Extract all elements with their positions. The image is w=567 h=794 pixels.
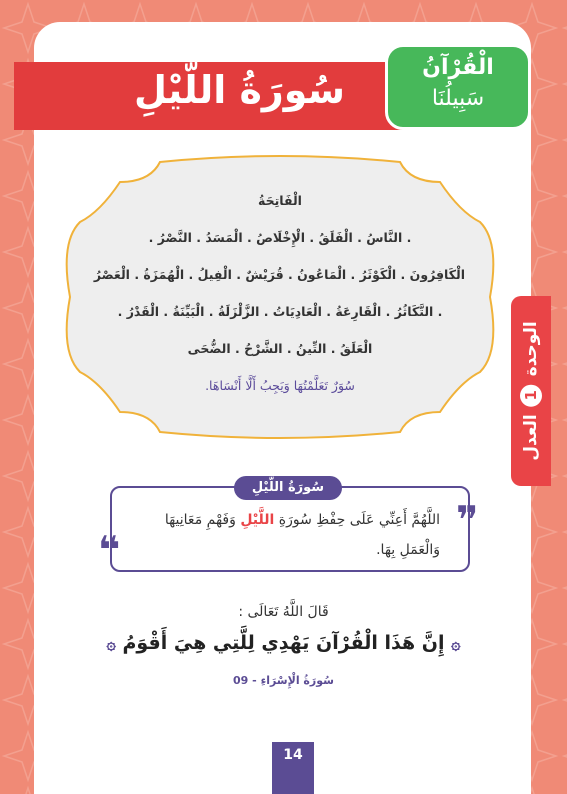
unit-label: الوحدة [521, 321, 541, 377]
suras-line-3: الْكَافِرُونَ . الْكَوْثَرُ . الْمَاعُونُ . قُرَيْشٌ . الْفِيلُ . الْهُمَزَةُ . الْعَصْرُ [93, 267, 465, 282]
suras-line-1: الْفَاتِحَةُ [258, 193, 302, 208]
badge-line-1: الْقُرْآنُ [422, 55, 494, 80]
unit-number: 1 [520, 384, 542, 406]
page-number: 14 [272, 742, 314, 794]
dua-text-after: وَفَهْمِ مَعَانِيهَا وَالْعَمَلِ بِهَا. [164, 512, 440, 558]
dua-label: سُورَةُ اللَّيْلِ [234, 476, 342, 500]
quran-badge [385, 44, 531, 130]
allah-says: قَالَ اللَّهُ تَعَالَى : [238, 604, 329, 620]
page-title: سُورَةُ اللَّيْلِ [134, 68, 345, 112]
dua-text-before: اللَّهُمَّ أَعِنِّي عَلَى حِفْظِ سُورَةِ [274, 512, 440, 528]
verse-reference: سُورَةُ الْإِسْرَاءِ - 09 [233, 674, 334, 687]
suras-list [95, 182, 465, 404]
suras-line-2: . النَّاسُ . الْفَلَقُ . الْإِخْلَاصُ . الْمَسَدُ . النَّصْرُ . [148, 230, 412, 245]
quote-open-icon: ❞ [456, 498, 479, 542]
unit-side-tab [511, 296, 551, 486]
badge-line-2: سَبِيلُنَا [431, 86, 485, 111]
suras-motto: سُوَرٌ تَعَلَّمْتُهَا وَيَجِبُ أَلَّا أَنْسَاهَا. [205, 378, 355, 393]
verse-ornament-icon: ۞ [451, 634, 461, 653]
suras-line-5: الْعَلَقُ . التِّينُ . الشَّرْحُ . الضُّحَى [187, 341, 373, 356]
verse-ornament-icon: ۞ [106, 634, 116, 653]
dua-highlight: اللَّيْلِ [240, 512, 275, 528]
unit-name: العدل [521, 414, 541, 461]
quran-verse [0, 632, 567, 654]
verse-text: إِنَّ هَذَا الْقُرْآنَ يَهْدِي لِلَّتِي هِيَ أَقْوَمُ [122, 632, 445, 654]
suras-line-4: . التَّكَاثُرُ . الْقَارِعَةُ . الْعَادِيَاتُ . الزَّلْزَلَةُ . الْبَيِّنَةُ . الْقَدْرُ . [117, 304, 443, 319]
quote-close-icon: ❝ [98, 528, 121, 572]
dua-text [140, 505, 440, 565]
